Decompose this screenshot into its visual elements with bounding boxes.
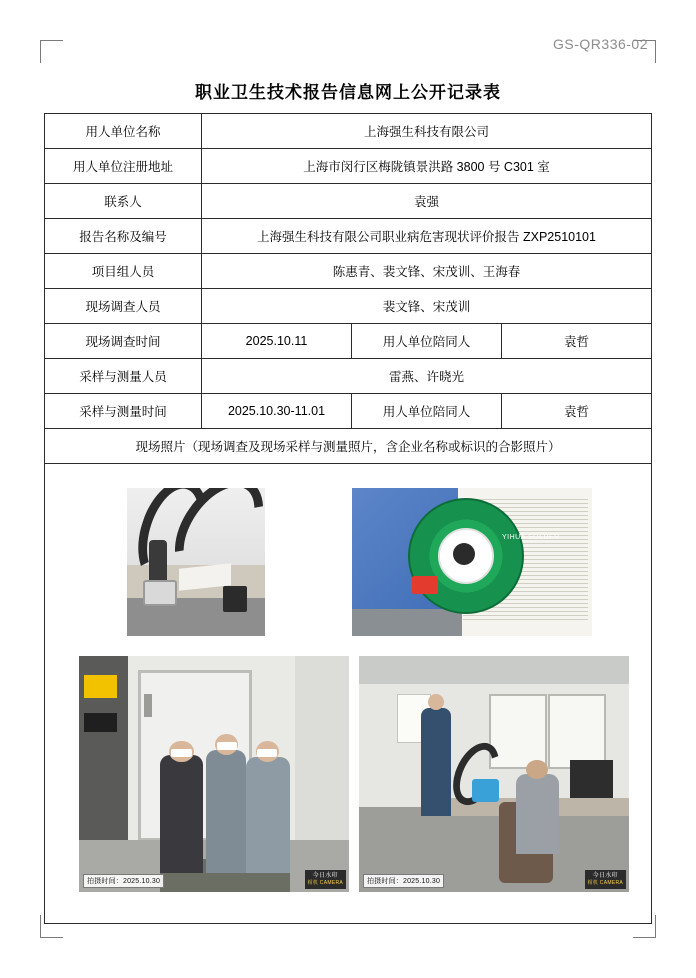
person-head — [526, 760, 548, 779]
row-label: 报告名称及编号 — [45, 219, 202, 254]
row-value: 2025.10.30-11.01 — [202, 394, 352, 429]
monitor-screen — [570, 760, 613, 798]
equipment-box — [223, 586, 247, 612]
row-subvalue: 袁哲 — [502, 324, 652, 359]
spool-brand-text: YIHUA SOLDER — [502, 534, 560, 541]
row-label: 用人单位名称 — [45, 114, 202, 149]
person-seated — [516, 774, 559, 854]
watermark-main: 今日水印 — [312, 873, 338, 880]
sampling-device — [472, 779, 499, 803]
record-table — [44, 113, 652, 924]
row-value: 雷燕、许晓光 — [202, 359, 652, 394]
table-row — [45, 289, 652, 324]
spool-center-hole — [453, 543, 475, 565]
watermark-sub: 相机 CAMERA — [307, 880, 343, 887]
photo-timestamp: 拍摄时间：2025.10.30 — [83, 874, 164, 888]
window-panel — [548, 694, 606, 769]
row-label: 现场调查人员 — [45, 289, 202, 324]
photo-watermark — [585, 870, 626, 889]
row-label: 联系人 — [45, 184, 202, 219]
row-subvalue: 袁哲 — [502, 394, 652, 429]
person-standing — [421, 708, 451, 817]
row-value: 袁强 — [202, 184, 652, 219]
face-mask-icon — [257, 749, 277, 757]
row-value: 裴文锋、宋茂训 — [202, 289, 652, 324]
table-row — [45, 219, 652, 254]
warning-sign-dark — [84, 713, 116, 732]
photo-area — [45, 464, 652, 924]
row-value: 上海强生科技有限公司 — [202, 114, 652, 149]
face-mask-icon — [217, 742, 237, 750]
row-value: 上海强生科技有限公司职业病危害现状评价报告 ZXP2510101 — [202, 219, 652, 254]
row-label: 现场调查时间 — [45, 324, 202, 359]
table-row — [45, 114, 652, 149]
face-mask-icon — [171, 749, 193, 757]
photos-header: 现场照片（现场调查及现场采样与测量照片，含企业名称或标识的合影照片） — [45, 429, 652, 464]
row-label: 采样与测量时间 — [45, 394, 202, 429]
person-figure — [246, 757, 289, 873]
table-row-photos-header — [45, 429, 652, 464]
photo-desk — [352, 609, 462, 636]
watermark-sub: 相机 CAMERA — [587, 880, 623, 887]
warning-sign-yellow — [84, 675, 116, 699]
table-row-survey-time — [45, 324, 652, 359]
document-code: GS-QR336-02 — [553, 36, 648, 52]
photo-group-in-front-of-equipment — [79, 656, 349, 892]
row-label: 项目组人员 — [45, 254, 202, 289]
table-row — [45, 254, 652, 289]
table-row — [45, 184, 652, 219]
table-row-photos — [45, 464, 652, 924]
photo-solder-wire-spool — [352, 488, 592, 636]
row-value: 陈惠青、裴文锋、宋茂训、王海春 — [202, 254, 652, 289]
table-row-sampling-time — [45, 394, 652, 429]
photo-grid — [49, 466, 647, 921]
photo-timestamp: 拍摄时间：2025.10.30 — [363, 874, 444, 888]
photo-watermark — [305, 870, 346, 889]
row-label: 用人单位注册地址 — [45, 149, 202, 184]
row-sublabel: 用人单位陪同人 — [352, 324, 502, 359]
table-row — [45, 149, 652, 184]
row-label: 采样与测量人员 — [45, 359, 202, 394]
row-sublabel: 用人单位陪同人 — [352, 394, 502, 429]
table-row-sampling-staff — [45, 359, 652, 394]
row-value: 上海市闵行区梅陇镇景洪路 3800 号 C301 室 — [202, 149, 652, 184]
watermark-main: 今日水印 — [592, 873, 618, 880]
page-title: 职业卫生技术报告信息网上公开记录表 — [195, 83, 501, 102]
photo-ceiling — [359, 656, 629, 684]
duct-shape — [149, 540, 167, 584]
person-figure — [206, 750, 247, 873]
door-handle — [144, 694, 152, 718]
photo-office-workbench — [359, 656, 629, 892]
row-value: 2025.10.11 — [202, 324, 352, 359]
crop-mark-top-left — [40, 40, 63, 63]
hood-shape — [143, 580, 177, 606]
spool-red-tag — [412, 576, 438, 594]
photo-fume-extraction-arms — [127, 488, 265, 636]
person-figure — [160, 755, 203, 873]
